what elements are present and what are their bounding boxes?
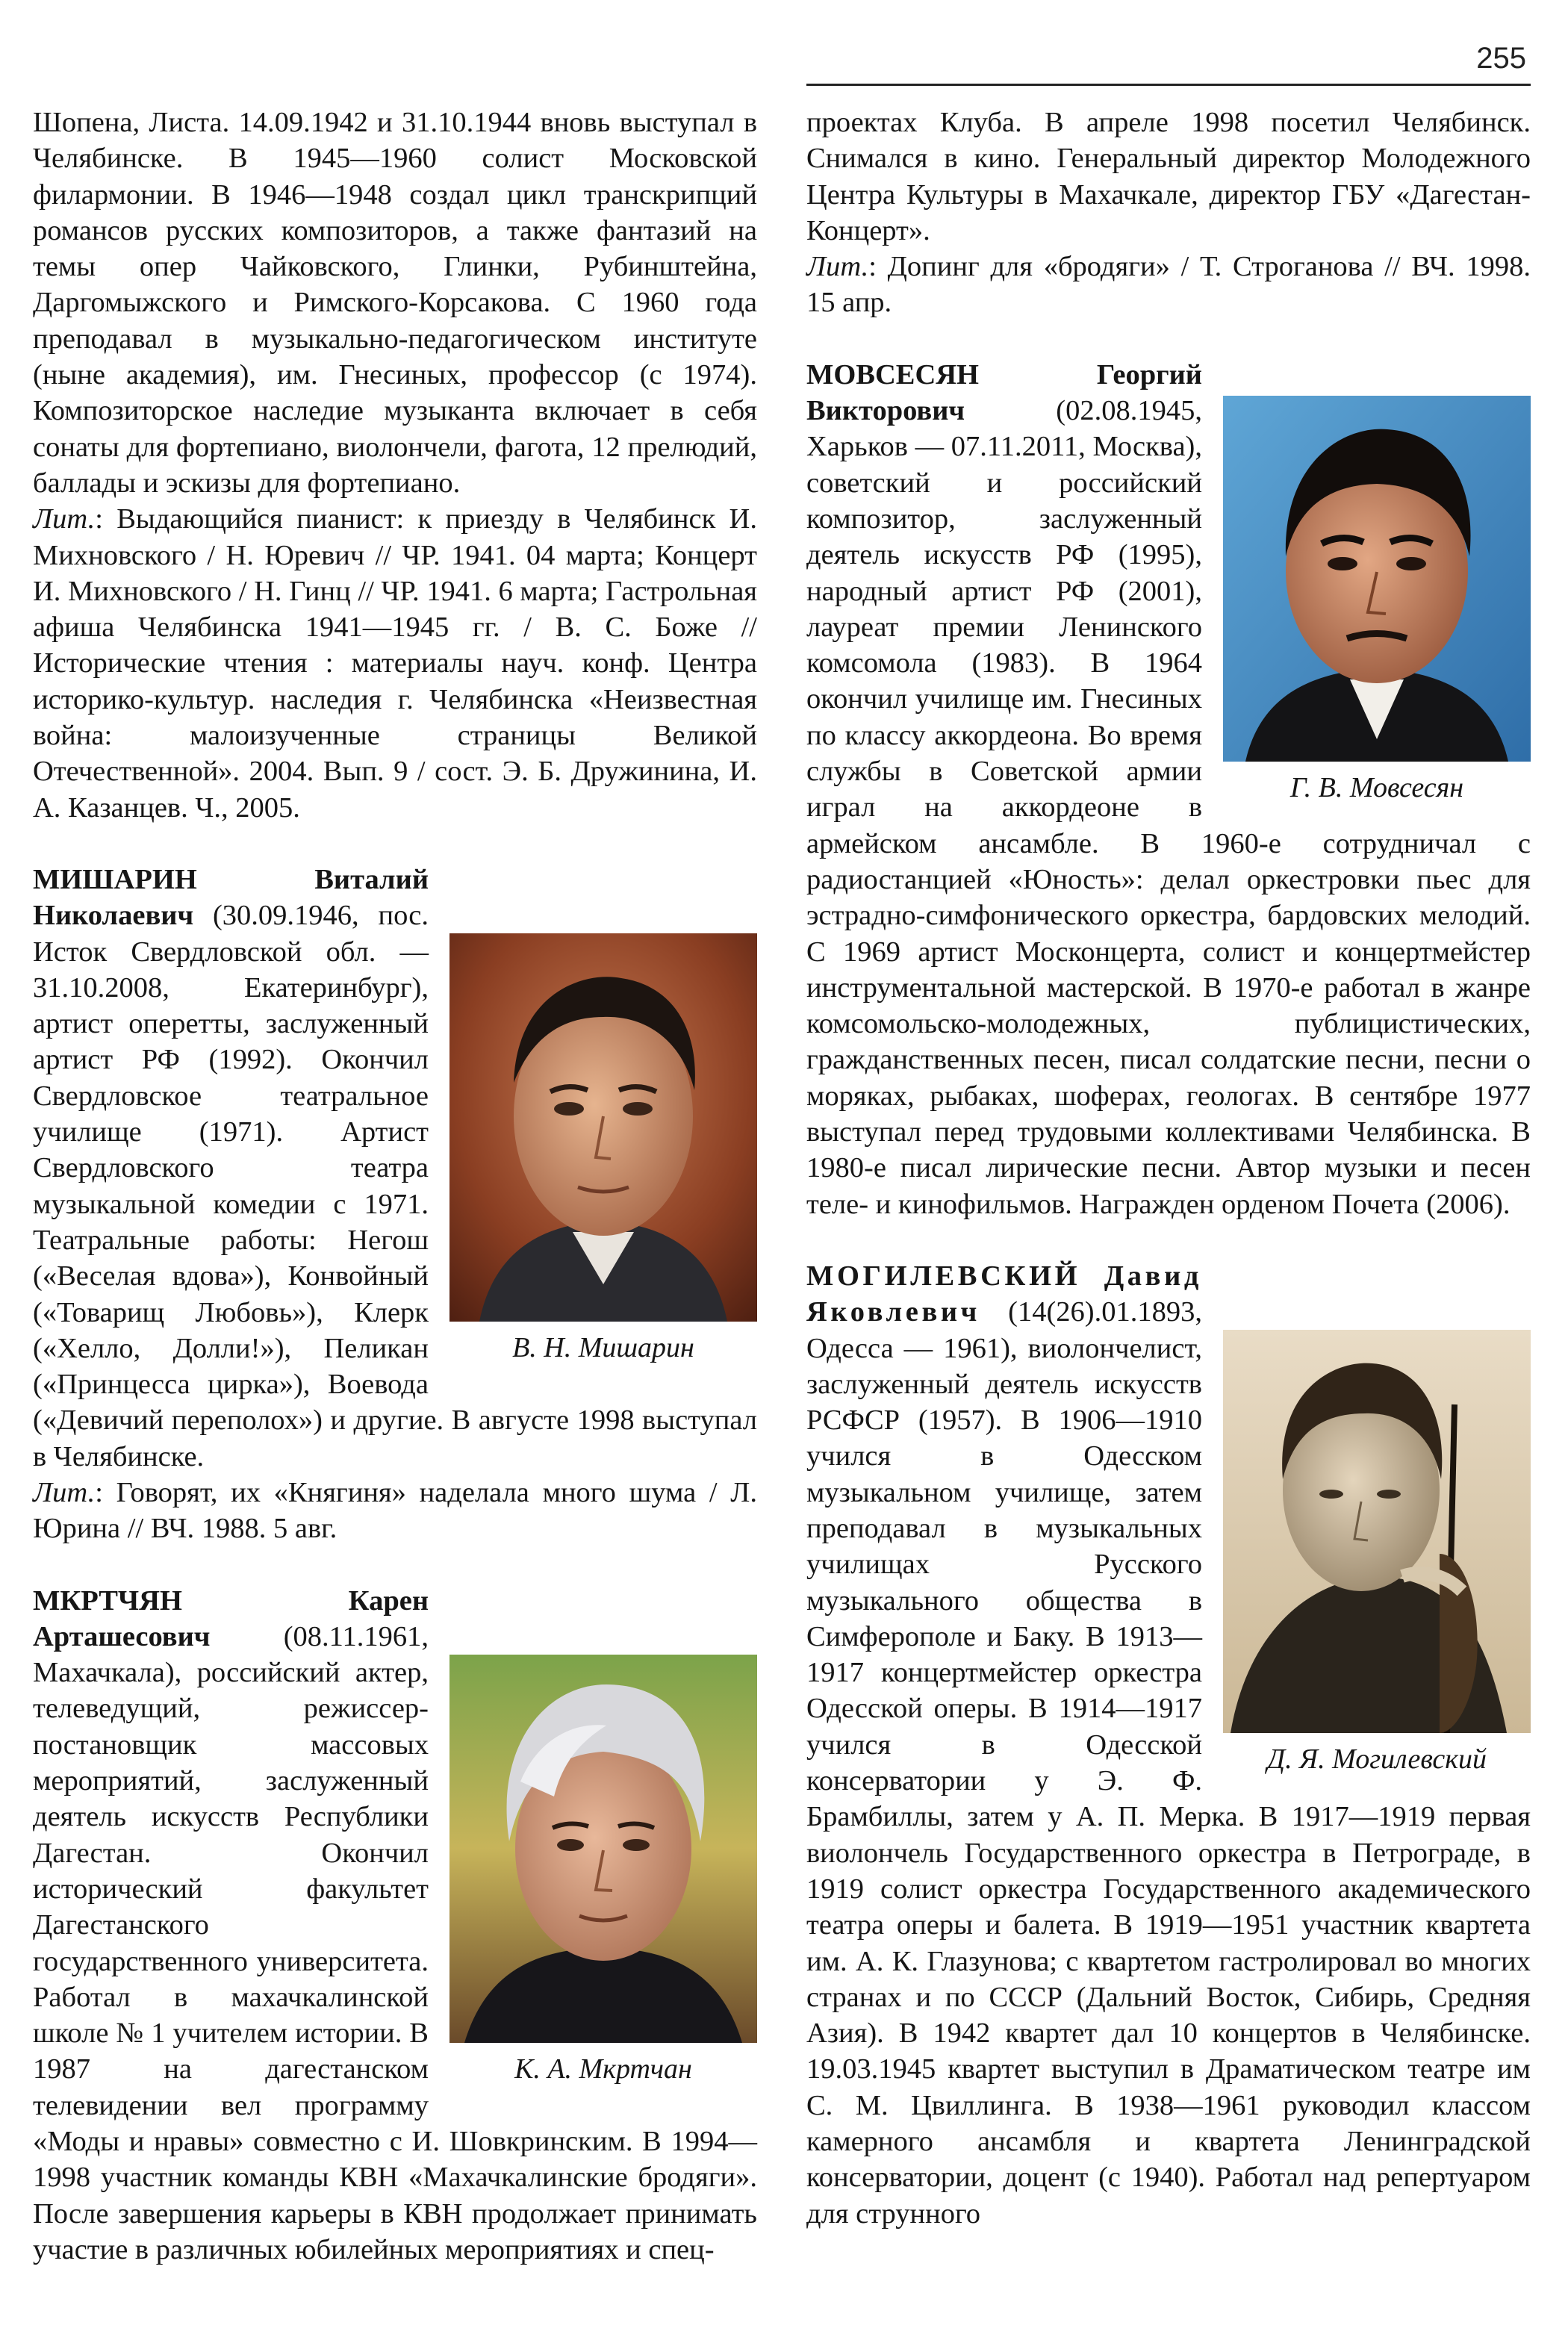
portrait-caption-misharin: В. Н. Мишарин xyxy=(512,1331,694,1363)
headword-surname: МОГИЛЕВСКИЙ xyxy=(806,1260,1081,1292)
entry-text: (30.09.1946, пос. Исток Свердловской обл. — 31.10.2008, Екатеринбург), артист оперетты, заслуженный артист РФ (1992). Окончил Свердловское театральное училище (1971). Артист Свердловского театра музыкальной комедии с 1971. Театральные работы: Негош («Веселая вдова»), Конвойный («Товарищ Любовь»), Клерк («Хелло, Долли!»), Пеликан («Принцесса цирка»), Воевода («Девичий переполох») и другие. В августе 1998 выступал в Челябинске. xyxy=(33,900,757,1472)
entry-misharin xyxy=(33,862,757,1547)
entry-text: (08.11.1961, Махачкала), российский актер, телеведущий, режиссер-постановщик массовых мероприятий, заслуженный деятель искусств Республики Дагестан. Окончил исторический факультет Дагестанского государственного университета. Работал в махачкалинской школе № 1 учителем истории. В 1987 на дагестанском телевидении вел программу «Моды и нравы» совместно с И. Шовкринским. В 1994—1998 участник команды КВН «Махачкалинские бродяги». После завершения карьеры в КВН продолжает принимать участие в различных юбилейных мероприятиях и спец- xyxy=(33,1620,757,2265)
portrait-caption-mogilevsky: Д. Я. Могилевский xyxy=(1266,1743,1487,1775)
headword-given-names: Давид Яковлевич xyxy=(806,1260,1202,1328)
continuation-paragraph: Шопена, Листа. 14.09.1942 и 31.10.1944 вновь выступал в Челябинске. В 1945—1960 солист Московской филармонии. В 1946—1948 создал цикл транскрипций романсов русских композиторов, а также фантазий на темы опер Чайковского, Глинки, Рубинштейна, Даргомыжского и Римского-Корсакова. С 1960 года преподавал в музыкально-педагогическом институте (ныне академия), им. Гнесиных, профессор (с 1974). Композиторское наследие музыканта включает в себя сонаты для фортепиано, виолончели, фагота, 12 прелюдий, баллады и эскизы для фортепиано. xyxy=(33,107,757,499)
right-column xyxy=(806,105,1531,2232)
portrait-caption-movsesyan: Г. В. Мовсесян xyxy=(1289,771,1464,803)
page-number: 255 xyxy=(1476,42,1526,75)
continuation-paragraph: проектах Клуба. В апреле 1998 посетил Челябинск. Снимался в кино. Генеральный директор Молодежного Центра Культуры в Махачкале, директор ГБУ «Дагестан-Концерт». xyxy=(806,107,1531,246)
lit-label: Лит. xyxy=(806,251,869,283)
entry-movsesyan xyxy=(806,357,1531,1222)
lit-text: : Говорят, их «Княгиня» наделала много шума / Л. Юрина // ВЧ. 1988. 5 авг. xyxy=(33,1476,757,1545)
portrait-photo-mogilevsky xyxy=(1223,1330,1531,1733)
portrait-figure-mogilevsky xyxy=(1223,1330,1531,1776)
portrait-photo-misharin xyxy=(449,933,757,1322)
portrait-photo-mkrtchyan xyxy=(449,1655,757,2043)
headword-given-names: Карен Арташесович xyxy=(33,1584,429,1652)
portrait-caption-mkrtchyan: К. А. Мкртчан xyxy=(514,2053,692,2085)
entry-text: (14(26).01.1893, Одесса — 1961), виолончелист, заслуженный деятель искусств РСФСР (1957). В 1906—1910 учился в Одесском музыкальном училище, затем преподавал в музыкальных училищах Русского музыкального общества в Симферополе и Баку. В 1913—1917 концертмейстер оркестра Одесской оперы. В 1914—1917 учился в Одесской консерватории у Э. Ф. Брамбиллы, затем у А. П. Мерка. В 1917—1919 первая виолончель Государственного оркестра в Петрограде, в 1919 солист оркестра Государственного академического театра оперы и балета. В 1919—1951 участник квартета им. А. К. Глазунова; с квартетом гастролировал во многих странах и по СССР (Дальний Восток, Сибирь, Средняя Азия). В 1942 квартет дал 10 концертов в Челябинске. 19.03.1945 квартет выступил в Драматическом театре им С. М. Цвиллинга. В 1938—1961 руководил классом камерного ансамбля и квартета Ленинградской консерватории, доцент (с 1940). Работал над репертуаром для струнного xyxy=(806,1296,1531,2230)
left-column xyxy=(33,105,757,2268)
portrait-figure-misharin xyxy=(449,933,757,1365)
header-rule xyxy=(806,84,1531,86)
lit-text: : Допинг для «бродяги» / Т. Строганова // ВЧ. 1998. 15 апр. xyxy=(806,251,1531,319)
portrait-photo-movsesyan xyxy=(1223,396,1531,762)
lit-text: : Выдающийся пианист: к приезду в Челябинск И. Михновского / Н. Юревич // ЧР. 1941. 04 марта; Концерт И. Михновского / Н. Гинц // ЧР. 1941. 6 марта; Гастрольная афиша Челябинска 1941—1945 гг. / В. С. Боже // Исторические чтения : материалы науч. конф. Центра историко-культур. наследия г. Челябинска «Неизвестная война: малоизученные страницы Великой Отечественной». 2004. Вып. 9 / сост. Э. Б. Дружинина, И. А. Казанцев. Ч., 2005. xyxy=(33,503,757,824)
lit-label: Лит. xyxy=(33,503,96,535)
headword-surname: МОВСЕСЯН xyxy=(806,358,979,391)
headword-given-names: Виталий Николаевич xyxy=(33,863,429,932)
entry-mkrtchyan xyxy=(33,1583,757,2268)
literature-paragraph xyxy=(33,501,757,826)
entry-text: (02.08.1945, Харьков — 07.11.2011, Москва), советский и российский композитор, заслуженный деятель искусств РФ (1995), народный артист РФ (2001), лауреат премии Ленинского комсомола (1983). В 1964 окончил училище им. Гнесиных по классу аккордеона. Во время службы в Советской армии играл на аккордеоне в армейском ансамбле. В 1960-е сотрудничал с радиостанцией «Юность»: делал оркестровки пьес для эстрадно-симфонического оркестра, бардовских мелодий. С 1969 артист Москонцерта, солист и концертмейстер инструментальной мастерской. В 1970-е работал в жанре комсомольско-молодежных, публицистических, гражданственных песен, писал солдатские песни, песни о моряках, рыбаках, шоферах, геологах. В сентябре 1977 выступал перед трудовыми коллективами Челябинска. В 1980-е писал лирические песни. Автор музыки и песен теле- и кинофильмов. Награжден орденом Почета (2006). xyxy=(806,395,1531,1220)
portrait-figure-mkrtchyan xyxy=(449,1655,757,2086)
portrait-figure-movsesyan xyxy=(1223,396,1531,805)
headword-surname: МКРТЧЯН xyxy=(33,1584,182,1617)
literature-paragraph xyxy=(806,249,1531,321)
headword-given-names: Георгий Викторович xyxy=(806,358,1202,427)
literature-paragraph xyxy=(33,1475,757,1547)
lit-label: Лит. xyxy=(33,1476,96,1508)
entry-mogilevsky xyxy=(806,1258,1531,2232)
headword-surname: МИШАРИН xyxy=(33,863,197,895)
